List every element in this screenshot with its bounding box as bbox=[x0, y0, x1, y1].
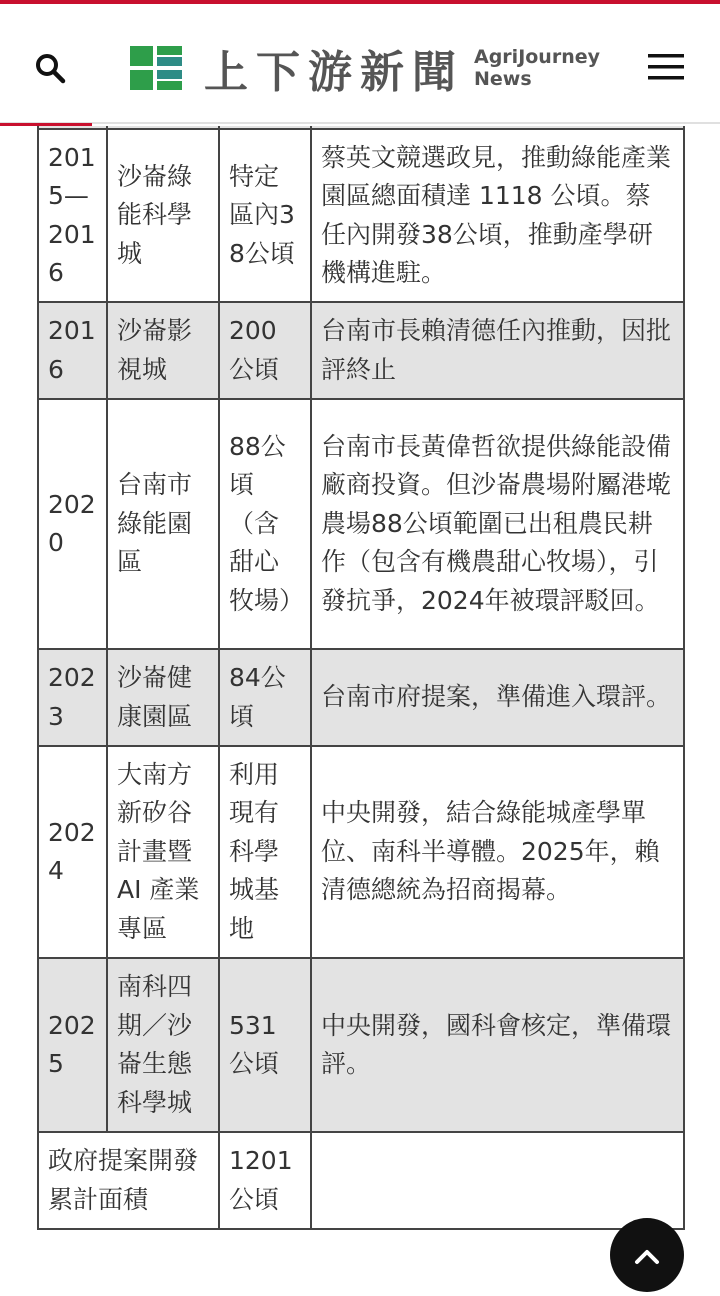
table-row bbox=[38, 399, 684, 649]
cell-area: 531公頃 bbox=[219, 958, 311, 1132]
cell-total-area: 1201公頃 bbox=[219, 1132, 311, 1229]
table-row bbox=[38, 302, 684, 399]
cell-note: 台南市府提案，準備進入環評。 bbox=[311, 649, 684, 746]
cell-project: 台南市綠能園區 bbox=[107, 399, 219, 649]
table-row bbox=[38, 746, 684, 958]
cell-year: 2024 bbox=[38, 746, 107, 958]
cell-year: 2016 bbox=[38, 302, 107, 399]
cell-note: 蔡英文競選政見，推動綠能產業園區總面積達 1118 公頃。蔡任內開發38公頃，推動產學研機構進駐。 bbox=[311, 129, 684, 302]
logo-name-en bbox=[474, 46, 600, 90]
cell-year: 2020 bbox=[38, 399, 107, 649]
table-row bbox=[38, 649, 684, 746]
cell-project: 沙崙影視城 bbox=[107, 302, 219, 399]
table-row bbox=[38, 129, 684, 302]
search-icon bbox=[34, 52, 68, 86]
data-table bbox=[37, 126, 685, 1230]
cell-project: 大南方新矽谷計畫暨 AI 產業專區 bbox=[107, 746, 219, 958]
cell-area: 200公頃 bbox=[219, 302, 311, 399]
cell-area: 特定區內38公頃 bbox=[219, 129, 311, 302]
site-header bbox=[0, 4, 720, 122]
cell-area: 84公頃 bbox=[219, 649, 311, 746]
cell-year: 2025 bbox=[38, 958, 107, 1132]
site-logo[interactable] bbox=[130, 40, 600, 96]
cell-total-label: 政府提案開發累計面積 bbox=[38, 1132, 219, 1229]
cell-area: 利用現有科學城基地 bbox=[219, 746, 311, 958]
scroll-to-top-button[interactable] bbox=[610, 1218, 684, 1292]
cell-note: 台南市長賴清德任內推動，因批評終止 bbox=[311, 302, 684, 399]
cell-note: 中央開發，國科會核定，準備環評。 bbox=[311, 958, 684, 1132]
logo-name-en-line1: AgriJourney bbox=[474, 46, 601, 68]
menu-button[interactable] bbox=[646, 50, 686, 84]
search-button[interactable] bbox=[34, 52, 68, 86]
cell-total-note bbox=[311, 1132, 684, 1229]
hamburger-menu-icon bbox=[646, 50, 686, 84]
chevron-up-icon bbox=[610, 1218, 684, 1292]
cell-year: 2015—2016 bbox=[38, 129, 107, 302]
cell-note: 台南市長黃偉哲欲提供綠能設備廠商投資。但沙崙農場附屬港墘農場88公頃範圍已出租農民耕作（包含有機農甜心牧場），引發抗爭，2024年被環評駁回。 bbox=[311, 399, 684, 649]
cell-area: 88公頃（含甜心牧場） bbox=[219, 399, 311, 649]
header-divider bbox=[0, 122, 720, 124]
cell-project: 沙崙健康園區 bbox=[107, 649, 219, 746]
cell-project: 南科四期／沙崙生態科學城 bbox=[107, 958, 219, 1132]
logo-name-cn: 上下游新聞 bbox=[204, 47, 464, 98]
table-row-total bbox=[38, 1132, 684, 1229]
development-table bbox=[37, 126, 683, 1230]
table-row bbox=[38, 958, 684, 1132]
logo-name-en-line2: News bbox=[474, 68, 532, 90]
cell-project: 沙崙綠能科學城 bbox=[107, 129, 219, 302]
logo-mark-icon bbox=[130, 46, 182, 90]
cell-year: 2023 bbox=[38, 649, 107, 746]
cell-note: 中央開發，結合綠能城產學單位、南科半導體。2025年，賴清德總統為招商揭幕。 bbox=[311, 746, 684, 958]
